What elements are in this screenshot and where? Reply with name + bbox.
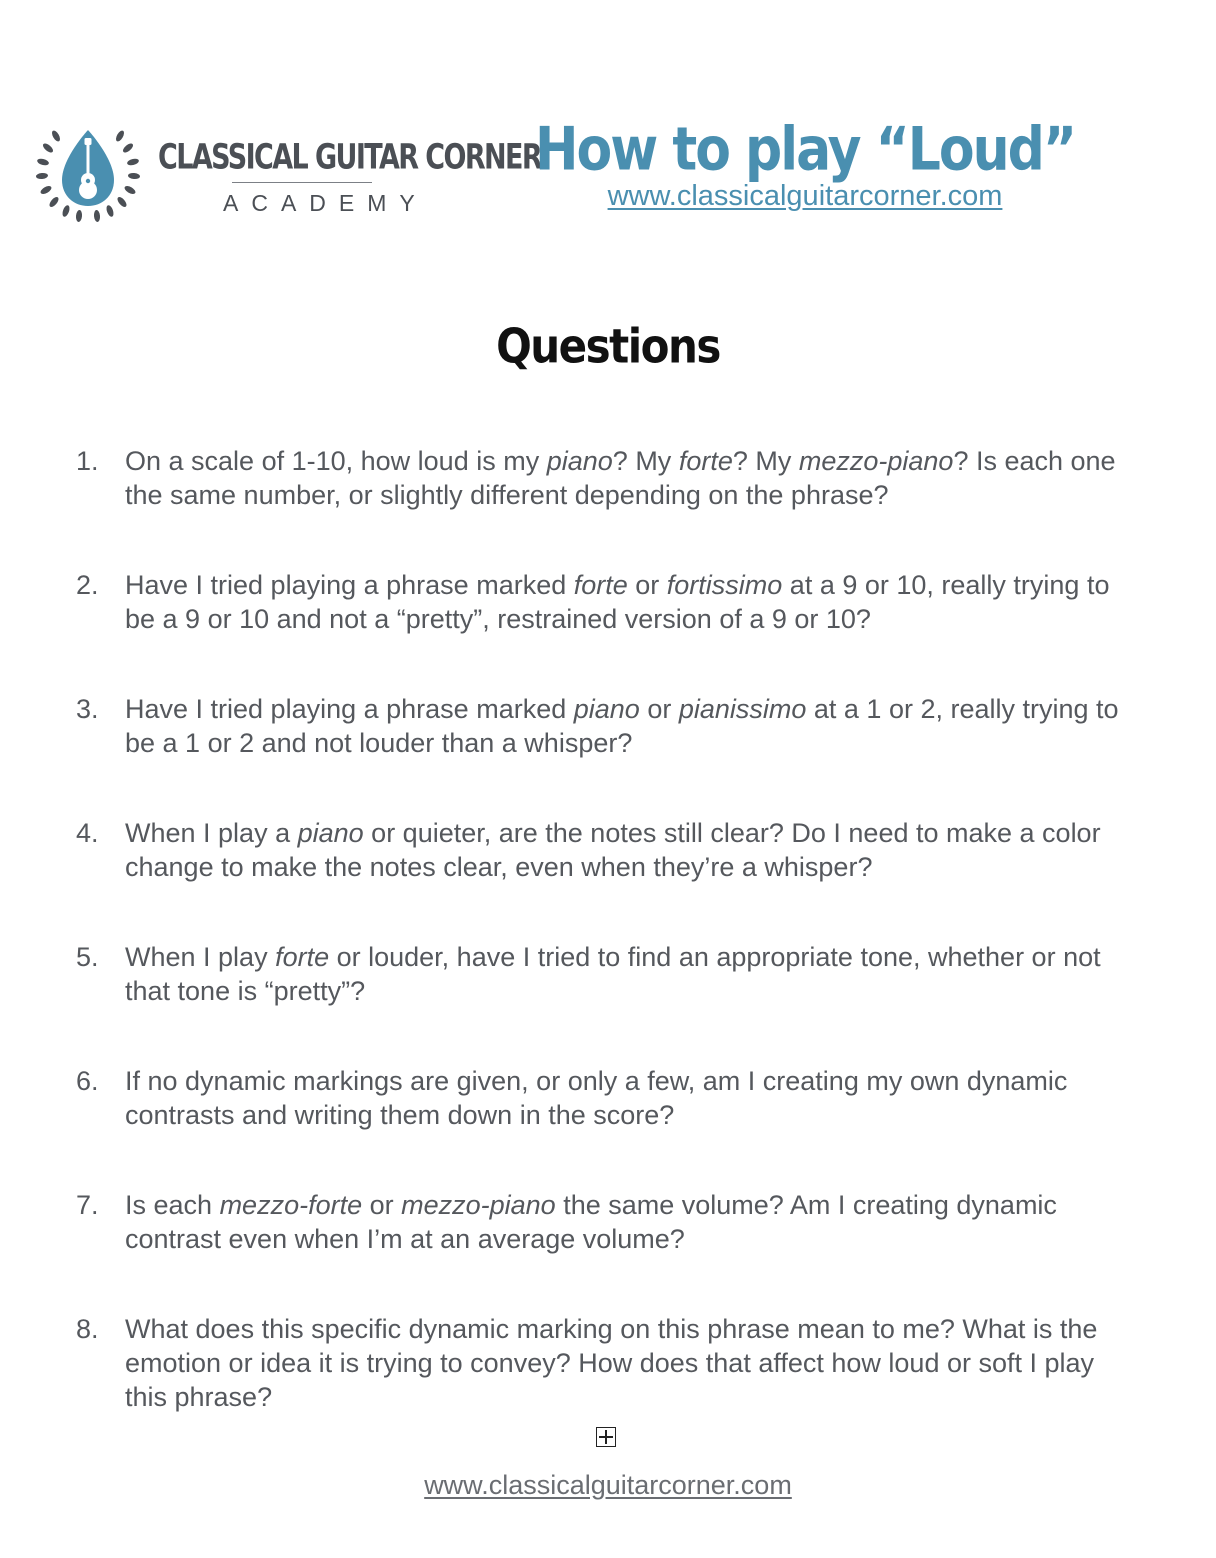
question-text (125, 942, 1101, 1006)
dynamic-term: mezzo-piano (401, 1190, 556, 1220)
dynamic-term: mezzo-forte (219, 1190, 363, 1220)
dynamic-term: piano (546, 446, 613, 476)
question-text-part: or (627, 570, 667, 600)
question-text (125, 1314, 1097, 1412)
dynamic-term: piano (573, 694, 640, 724)
question-number: 5. (76, 942, 99, 972)
section-title-text: Questions (496, 319, 720, 374)
question-text-part: at a 9 or 10, really trying to be a 9 or 10 and not a “pretty”, restrained version of a 9 or 10? (125, 570, 1110, 634)
dynamic-term: forte (678, 446, 733, 476)
dynamic-term: mezzo-piano (798, 446, 954, 476)
question-text (125, 818, 1101, 882)
header (500, 112, 1110, 213)
question-number: 2. (76, 570, 99, 600)
question-item (76, 444, 1136, 512)
question-text-part: or (362, 1190, 402, 1220)
question-text-part: ? My (732, 446, 799, 476)
section-title (0, 319, 1216, 374)
header-website-link[interactable]: www.classicalguitarcorner.com (607, 180, 1003, 212)
question-list (76, 444, 1136, 1470)
question-number: 6. (76, 1066, 99, 1096)
dynamic-term: piano (297, 818, 364, 848)
guitar-laurel-icon (36, 124, 146, 224)
question-text-part: When I play a (125, 818, 298, 848)
question-item (76, 692, 1136, 760)
question-text (125, 1190, 1057, 1254)
question-text-part: Have I tried playing a phrase marked (125, 570, 574, 600)
add-box-icon[interactable] (596, 1427, 616, 1447)
question-text-part: or quieter, are the notes still clear? Do I need to make a color change to make the notes clear, even when they’re a whisper? (125, 818, 1101, 882)
question-text-part: Is each (125, 1190, 220, 1220)
question-item (76, 816, 1136, 884)
footer-website-link[interactable]: www.classicalguitarcorner.com (424, 1470, 792, 1500)
question-item (76, 1188, 1136, 1256)
question-text-part: When I play (125, 942, 276, 972)
academy-logo (36, 124, 542, 224)
dynamic-term: fortissimo (666, 570, 783, 600)
dynamic-term: pianissimo (678, 694, 807, 724)
dynamic-term: forte (573, 570, 628, 600)
question-text (125, 1066, 1067, 1130)
question-number: 7. (76, 1190, 99, 1220)
question-text-part: the same volume? Am I creating dynamic contrast even when I’m at an average volume? (125, 1190, 1057, 1254)
question-text-part: What does this specific dynamic marking on this phrase mean to me? What is the emotion or idea it is trying to convey? How does that affect how loud or soft I play this phrase? (125, 1314, 1098, 1412)
question-item (76, 1312, 1136, 1414)
question-text (125, 570, 1109, 634)
question-text-part: If no dynamic markings are given, or only a few, am I creating my own dynamic contrasts and writing them down in the score? (125, 1066, 1068, 1130)
question-text-part: at a 1 or 2, really trying to be a 1 or 2 and not louder than a whisper? (125, 694, 1119, 758)
question-item (76, 568, 1136, 636)
question-item (76, 1064, 1136, 1132)
question-text-part: or louder, have I tried to find an appropriate tone, whether or not that tone is “pretty”? (125, 942, 1101, 1006)
question-number: 1. (76, 446, 99, 476)
logo-name: CLASSICAL GUITAR CORNER (158, 138, 542, 178)
question-number: 3. (76, 694, 99, 724)
question-item (76, 940, 1136, 1008)
question-text-part: ? My (612, 446, 679, 476)
question-text-part: Have I tried playing a phrase marked (125, 694, 574, 724)
question-text-part: or (639, 694, 679, 724)
question-text-part: ? Is each one the same number, or slightly different depending on the phrase? (125, 446, 1116, 510)
logo-subtitle: ACADEMY (223, 190, 428, 216)
page-title: How to play “Loud” (534, 115, 1076, 185)
question-text (125, 446, 1116, 510)
question-number: 8. (76, 1314, 99, 1344)
question-number: 4. (76, 818, 99, 848)
question-text (125, 694, 1119, 758)
dynamic-term: forte (275, 942, 330, 972)
logo-divider (232, 182, 372, 183)
question-text-part: On a scale of 1-10, how loud is my (125, 446, 547, 476)
